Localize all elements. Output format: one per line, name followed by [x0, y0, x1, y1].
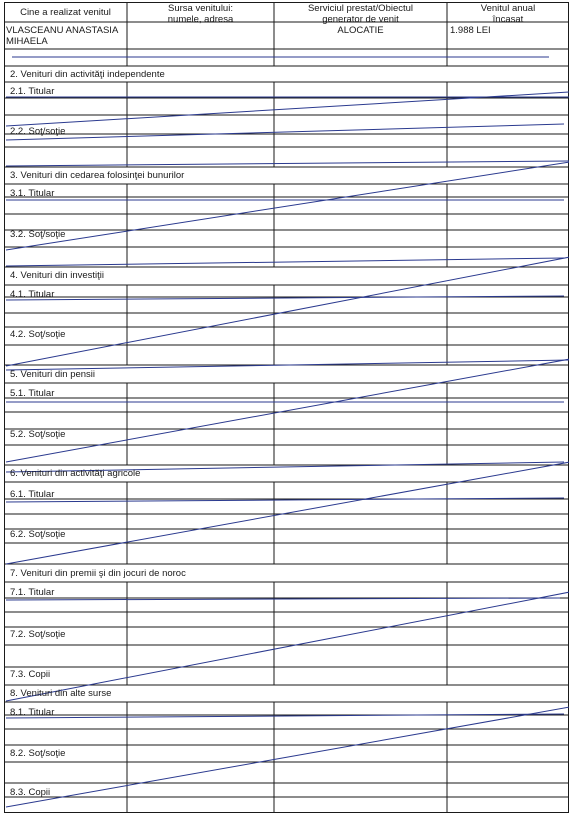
header-annual-income-line1: Venitul anual [480, 3, 536, 14]
header-income-source [127, 3, 274, 25]
beneficiary-name [6, 25, 118, 47]
row-label-titular: 5.1. Titular [10, 388, 55, 399]
row-label-spouse: 5.2. Soţ/soţie [10, 429, 66, 440]
service-provided-value: ALOCATIE [337, 25, 384, 36]
row-label-children: 7.3. Copii [10, 669, 51, 680]
row-label-titular: 4.1. Titular [10, 289, 55, 300]
row-label-titular: 3.1. Titular [10, 188, 55, 199]
section-title-property-use: 3. Venituri din cedarea folosinţei bunurilor [10, 170, 185, 181]
section-title-investments: 4. Venituri din investiţii [10, 270, 104, 281]
header-annual-income [447, 3, 569, 25]
header-annual-income-line2: încasat [492, 14, 524, 25]
row-label-spouse: 8.2. Soţ/soţie [10, 748, 66, 759]
section-title-prizes: 7. Venituri din premii şi din jocuri de noroc [10, 568, 186, 579]
row-label-children: 8.3. Copii [10, 787, 51, 798]
section-title-other-sources: 8. Venituri din alte surse [10, 688, 112, 699]
header-service-provided-line1: Serviciul prestat/Obiectul [307, 3, 414, 14]
row-label-spouse: 7.2. Soţ/soţie [10, 629, 66, 640]
header-service-provided [274, 3, 447, 25]
header-who-earned: Cine a realizat venitul [20, 7, 111, 18]
row-label-titular: 8.1. Titular [10, 707, 55, 718]
row-label-spouse: 6.2. Soţ/soţie [10, 529, 66, 540]
row-label-titular: 6.1. Titular [10, 489, 55, 500]
header-service-provided-line2: generator de venit [322, 14, 399, 25]
row-label-titular: 2.1. Titular [10, 86, 55, 97]
row-label-spouse: 4.2. Soţ/soţie [10, 329, 66, 340]
header-income-source-line1: Sursa venitului: [168, 3, 233, 14]
annual-income-value: 1.988 LEI [450, 25, 491, 36]
section-title-independent: 2. Venituri din activităţi independente [10, 69, 165, 80]
row-label-titular: 7.1. Titular [10, 587, 55, 598]
section-title-agricultural: 6. Venituri din activităţi agricole [10, 468, 141, 479]
beneficiary-name-line2: MIHAELA [6, 36, 48, 47]
row-label-spouse: 3.2. Soţ/soţie [10, 229, 66, 240]
section-title-pensions: 5. Venituri din pensii [10, 369, 96, 380]
income-declaration-table [4, 2, 569, 813]
beneficiary-name-line1: VLASCEANU ANASTASIA [6, 25, 119, 36]
header-income-source-line2: numele, adresa [167, 14, 234, 25]
row-label-spouse: 2.2. Soţ/soţie [10, 126, 66, 137]
